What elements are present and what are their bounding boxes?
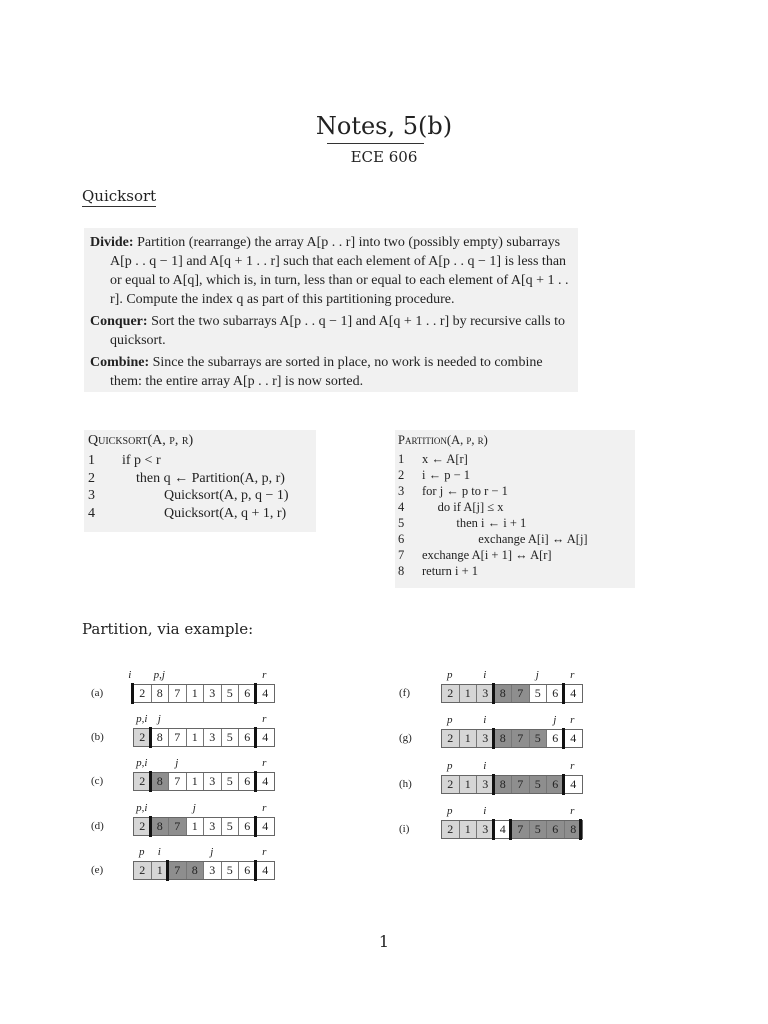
- index-marker: j: [175, 757, 179, 769]
- array-cell: 6: [547, 730, 565, 747]
- array-cell: 7: [169, 685, 187, 702]
- step-combine: [90, 353, 572, 391]
- index-marker: r: [570, 714, 575, 726]
- array-cell: 2: [442, 821, 460, 838]
- example-label: (f): [399, 687, 410, 699]
- line-number: 2: [88, 470, 95, 486]
- array-cell: 5: [530, 730, 548, 747]
- code-line: [398, 547, 632, 563]
- partition-boundary-bar: [254, 683, 257, 704]
- index-marker: i: [483, 760, 487, 772]
- step-label: Combine:: [90, 355, 150, 370]
- step-text: Partition (rearrange) the array A[p . . r] into two (possibly empty) subarrays A[p . . q − 1] and A[q + 1 . . r] such that each element of A[p . . q − 1] is less than or equal to A[q], which is, in turn, less than or equal to each element of A[q + 1 . . r]. Compute the index q as part of this partitioning procedure.: [110, 235, 569, 307]
- code-text: then i ← i + 1: [422, 516, 527, 530]
- step-text: Since the subarrays are sorted in place, no work is needed to combine them: the entire array A[p . . r] is now sorted.: [110, 355, 543, 389]
- array-cell: 2: [134, 862, 152, 879]
- array-cell: 6: [239, 818, 257, 835]
- array-cell: 5: [222, 773, 240, 790]
- partition-boundary-bar: [254, 771, 257, 792]
- array-cell: 2: [442, 730, 460, 747]
- partition-boundary-bar: [492, 774, 495, 795]
- array-cell: 3: [477, 821, 495, 838]
- example-label: (e): [91, 864, 104, 876]
- array-cell: 8: [152, 685, 170, 702]
- code-text: for j ← p to r − 1: [422, 484, 508, 498]
- line-number: 1: [398, 452, 405, 466]
- index-marker: r: [262, 846, 267, 858]
- partition-boundary-bar: [509, 819, 512, 840]
- array-cell: 1: [460, 821, 478, 838]
- array-cell: 3: [204, 862, 222, 879]
- code-line: [398, 483, 632, 499]
- array-cell: 2: [134, 685, 152, 702]
- code-line: [88, 487, 312, 505]
- line-number: 2: [398, 468, 405, 482]
- line-number: 7: [398, 548, 405, 562]
- array-cell: 6: [239, 862, 257, 879]
- index-marker: p: [447, 714, 453, 726]
- array-cell: 7: [512, 821, 530, 838]
- index-marker: r: [262, 757, 267, 769]
- index-marker: j: [535, 669, 539, 681]
- line-number: 1: [88, 453, 95, 468]
- array-cell: 6: [239, 685, 257, 702]
- line-number: 6: [398, 532, 405, 546]
- array-cell: 6: [547, 685, 565, 702]
- index-marker: i: [483, 669, 487, 681]
- partition-boundary-bar: [149, 727, 152, 748]
- array-cell: 6: [547, 776, 565, 793]
- section-heading-partition-example: Partition, via example:: [82, 620, 254, 638]
- array-cell: 8: [495, 685, 513, 702]
- course-code: ECE 606: [350, 148, 418, 166]
- array-cell: 6: [547, 821, 565, 838]
- example-label: (d): [91, 820, 104, 832]
- partition-boundary-bar: [166, 860, 169, 881]
- array-cell: 7: [169, 818, 187, 835]
- array-cell: 2: [134, 818, 152, 835]
- index-marker: r: [262, 802, 267, 814]
- page-title: Notes, 5(b): [315, 112, 453, 140]
- index-marker: i: [483, 714, 487, 726]
- index-marker: r: [570, 805, 575, 817]
- partition-boundary-bar: [562, 774, 565, 795]
- array-cell: 1: [187, 685, 205, 702]
- index-marker: r: [262, 669, 267, 681]
- step-divide: [90, 233, 572, 309]
- index-marker: p: [139, 846, 145, 858]
- line-number: 5: [398, 516, 405, 530]
- code-line: [398, 531, 632, 547]
- code-line: [398, 563, 632, 579]
- index-marker: j: [210, 846, 214, 858]
- array-cell: 5: [222, 729, 240, 746]
- array-cell: 5: [530, 685, 548, 702]
- code-line: [88, 452, 312, 470]
- index-marker: j: [157, 713, 161, 725]
- array-cell: 3: [204, 773, 222, 790]
- array-cell: 4: [495, 821, 513, 838]
- line-number: 3: [398, 484, 405, 498]
- index-marker: p: [447, 760, 453, 772]
- index-marker: i: [483, 805, 487, 817]
- array-cell: 4: [257, 773, 275, 790]
- array-cell: 1: [460, 730, 478, 747]
- code-line: [398, 515, 632, 531]
- code-text: exchange A[i] ↔ A[j]: [422, 532, 588, 546]
- array-cell: 7: [169, 862, 187, 879]
- array-cell: 5: [222, 862, 240, 879]
- array-cell: 4: [257, 818, 275, 835]
- array-cell: 8: [495, 730, 513, 747]
- array-cell: 4: [257, 862, 275, 879]
- code-line: [398, 499, 632, 515]
- example-label: (h): [399, 778, 412, 790]
- code-text: do if A[j] ≤ x: [422, 500, 504, 514]
- example-label: (a): [91, 687, 104, 699]
- array-cell: 8: [152, 773, 170, 790]
- step-text: Sort the two subarrays A[p . . q − 1] and A[q + 1 . . r] by recursive calls to quicksort.: [110, 314, 565, 348]
- array-cell: 3: [204, 729, 222, 746]
- code-text: Quicksort(A, p, q − 1): [122, 488, 289, 503]
- index-marker: j: [192, 802, 196, 814]
- step-label: Divide:: [90, 235, 134, 250]
- code-text: then q ← Partition(A, p, r): [122, 470, 285, 486]
- partition-boundary-bar: [254, 816, 257, 837]
- array-cell: 3: [204, 818, 222, 835]
- index-marker: p: [447, 805, 453, 817]
- array-cell: 2: [442, 776, 460, 793]
- index-marker: p,i: [136, 802, 148, 814]
- index-marker: i: [128, 669, 132, 681]
- array-row: [441, 820, 583, 839]
- index-marker: r: [262, 713, 267, 725]
- array-cell: 7: [169, 729, 187, 746]
- array-cell: 2: [134, 773, 152, 790]
- array-cell: 8: [187, 862, 205, 879]
- line-number: 4: [88, 505, 95, 521]
- array-cell: 6: [239, 729, 257, 746]
- partition-boundary-bar: [131, 683, 134, 704]
- code-text: if p < r: [122, 453, 161, 468]
- code-title: Partition(A, p, r): [398, 433, 488, 447]
- step-label: Conquer:: [90, 314, 148, 329]
- partition-boundary-bar: [492, 728, 495, 749]
- index-marker: p,j: [153, 669, 165, 681]
- array-cell: 1: [187, 729, 205, 746]
- array-cell: 4: [565, 685, 583, 702]
- code-title: Quicksort(A, p, r): [88, 433, 194, 448]
- array-cell: 5: [222, 685, 240, 702]
- array-cell: 1: [187, 818, 205, 835]
- array-cell: 7: [512, 776, 530, 793]
- array-cell: 2: [442, 685, 460, 702]
- section-heading-quicksort: Quicksort: [82, 187, 157, 205]
- page-number: 1: [378, 932, 390, 951]
- code-line: [88, 505, 312, 523]
- quicksort-pseudocode: [84, 430, 316, 532]
- code-text: x ← A[r]: [422, 452, 468, 466]
- code-line: [88, 470, 312, 488]
- array-cell: 8: [495, 776, 513, 793]
- array-cell: 8: [152, 818, 170, 835]
- code-line: [398, 451, 632, 467]
- divide-conquer-combine-box: [84, 228, 578, 392]
- partition-boundary-bar: [254, 727, 257, 748]
- title-underline: [327, 143, 424, 144]
- example-label: (i): [399, 823, 410, 835]
- partition-boundary-bar: [579, 819, 582, 840]
- array-cell: 4: [257, 685, 275, 702]
- array-cell: 1: [152, 862, 170, 879]
- index-marker: j: [553, 714, 557, 726]
- array-cell: 1: [460, 685, 478, 702]
- array-cell: 8: [565, 821, 583, 838]
- code-text: exchange A[i + 1] ↔ A[r]: [422, 548, 552, 562]
- code-text: i ← p − 1: [422, 468, 471, 482]
- index-marker: r: [570, 669, 575, 681]
- array-cell: 3: [477, 730, 495, 747]
- array-cell: 2: [134, 729, 152, 746]
- partition-pseudocode: [395, 430, 635, 588]
- array-cell: 8: [152, 729, 170, 746]
- array-cell: 4: [565, 776, 583, 793]
- array-cell: 3: [204, 685, 222, 702]
- partition-boundary-bar: [254, 860, 257, 881]
- partition-boundary-bar: [562, 728, 565, 749]
- line-number: 3: [88, 488, 95, 503]
- code-text: return i + 1: [422, 564, 478, 578]
- partition-boundary-bar: [492, 819, 495, 840]
- array-cell: 6: [239, 773, 257, 790]
- array-cell: 4: [565, 730, 583, 747]
- array-cell: 1: [187, 773, 205, 790]
- array-cell: 5: [222, 818, 240, 835]
- index-marker: p,i: [136, 713, 148, 725]
- array-cell: 1: [460, 776, 478, 793]
- array-cell: 4: [257, 729, 275, 746]
- index-marker: p,i: [136, 757, 148, 769]
- line-number: 4: [398, 500, 405, 514]
- line-number: 8: [398, 564, 405, 578]
- array-cell: 7: [512, 685, 530, 702]
- code-text: Quicksort(A, q + 1, r): [122, 505, 287, 521]
- array-cell: 7: [512, 730, 530, 747]
- index-marker: r: [570, 760, 575, 772]
- array-cell: 7: [169, 773, 187, 790]
- array-cell: 5: [530, 821, 548, 838]
- partition-boundary-bar: [492, 683, 495, 704]
- step-conquer: [90, 312, 572, 350]
- index-marker: p: [447, 669, 453, 681]
- code-line: [398, 467, 632, 483]
- array-cell: 3: [477, 685, 495, 702]
- partition-boundary-bar: [562, 683, 565, 704]
- example-label: (g): [399, 732, 412, 744]
- example-label: (c): [91, 775, 104, 787]
- example-label: (b): [91, 731, 104, 743]
- array-cell: 3: [477, 776, 495, 793]
- partition-boundary-bar: [149, 771, 152, 792]
- array-cell: 5: [530, 776, 548, 793]
- index-marker: i: [157, 846, 161, 858]
- partition-boundary-bar: [149, 816, 152, 837]
